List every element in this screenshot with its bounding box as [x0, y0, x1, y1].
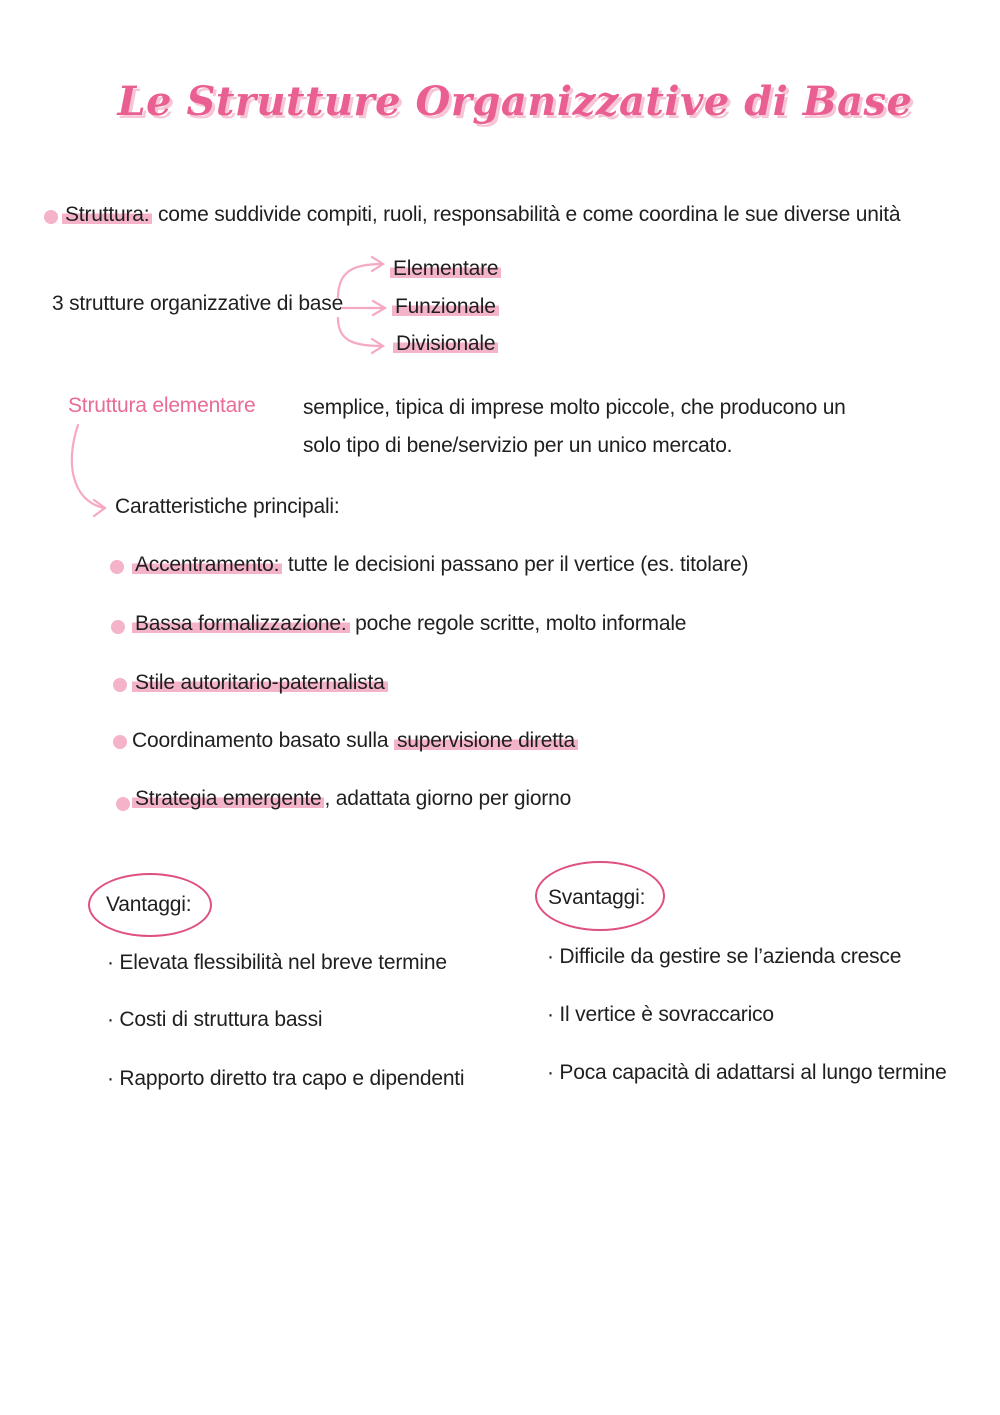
vantaggi-heading: Vantaggi: [106, 893, 192, 916]
svantaggi-item: · Difficile da gestire se l’azienda cresce [547, 945, 902, 968]
definition-text: come suddivide compiti, ruoli, responsabilità e come coordina le sue diverse unità [152, 203, 901, 226]
bullet-dot [116, 797, 130, 811]
definition-term: Struttura: [62, 203, 152, 226]
bullet-dot [113, 735, 127, 749]
elementare-desc-2: solo tipo di bene/servizio per un unico mercato. [303, 434, 733, 457]
bullet-dot [113, 678, 127, 692]
characteristic-item: Accentramento: tutte le decisioni passano per il vertice (es. titolare) [132, 553, 748, 577]
characteristic-item: Stile autoritario-paternalista [132, 671, 388, 695]
type-elementare: Elementare [390, 257, 501, 281]
characteristic-item: Bassa formalizzazione: poche regole scritte, molto informale [132, 612, 686, 636]
section-heading-elementare: Struttura elementare [68, 394, 256, 417]
elementare-desc-1: semplice, tipica di imprese molto piccole, che producono un [303, 396, 846, 419]
characteristics-heading: Caratteristiche principali: [115, 495, 340, 518]
characteristic-item: Strategia emergente , adattata giorno per giorno [132, 787, 571, 811]
type-divisionale: Divisionale [393, 332, 498, 356]
svantaggi-heading: Svantaggi: [548, 886, 646, 909]
svantaggi-item: · Il vertice è sovraccarico [547, 1003, 774, 1026]
vantaggi-item: · Rapporto diretto tra capo e dipendenti [107, 1067, 465, 1090]
characteristic-item: Coordinamento basato sulla supervisione diretta [132, 729, 578, 753]
page-title: Le Strutture Organizzative di Base [117, 78, 913, 125]
bullet-dot [111, 620, 125, 634]
bullet-dot [110, 560, 124, 574]
svantaggi-item: · Poca capacità di adattarsi al lungo termine [547, 1061, 947, 1084]
types-label: 3 strutture organizzative di base [52, 292, 344, 315]
type-funzionale: Funzionale [392, 295, 499, 319]
vantaggi-item: · Costi di struttura bassi [107, 1008, 323, 1031]
vantaggi-item: · Elevata flessibilità nel breve termine [107, 951, 447, 974]
